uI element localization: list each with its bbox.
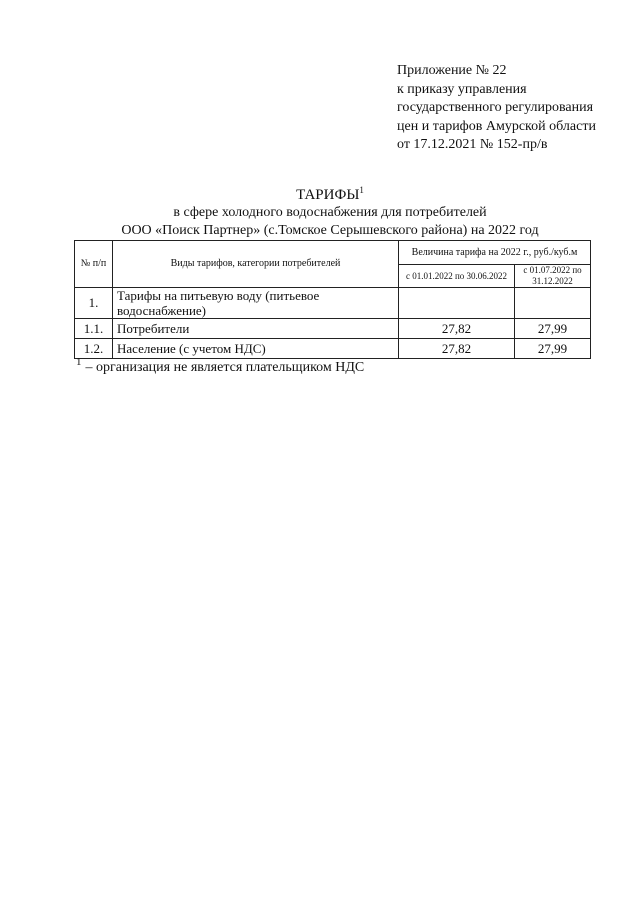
row-value-period-2	[515, 288, 591, 319]
header-period-2: с 01.07.2022 по 31.12.2022	[515, 265, 591, 288]
footnote-text: – организация не является плательщиком НДС	[85, 360, 365, 375]
appendix-header	[397, 62, 632, 155]
appendix-line: Приложение № 22	[397, 63, 507, 78]
tariff-table	[74, 240, 591, 359]
document-title	[60, 181, 600, 240]
row-name: Потребители	[113, 319, 399, 339]
row-value-period-1	[399, 288, 515, 319]
row-number: 1.1.	[75, 319, 113, 339]
title-main-line	[60, 181, 600, 204]
row-number: 1.2.	[75, 339, 113, 359]
row-value-period-2: 27,99	[515, 319, 591, 339]
appendix-line: к приказу управления	[397, 81, 527, 97]
footnote	[76, 356, 365, 377]
appendix-line: цен и тарифов Амурской области	[397, 118, 596, 134]
row-name: Тарифы на питьевую воду (питьевое водоснабжение)	[113, 288, 399, 319]
title-main: ТАРИФЫ	[296, 187, 360, 203]
appendix-line: государственного регулирования	[397, 100, 594, 115]
row-name: Население (с учетом НДС)	[113, 339, 399, 359]
row-value-period-1: 27,82	[399, 319, 515, 339]
header-period-1: с 01.01.2022 по 30.06.2022	[399, 265, 515, 288]
table-row	[75, 319, 591, 339]
title-subline: в сфере холодного водоснабжения для потребителей	[173, 205, 487, 220]
title-organization: ООО «Поиск Партнер» (с.Томское Серышевского района) на 2022 год	[121, 223, 539, 238]
header-category: Виды тарифов, категории потребителей	[113, 241, 399, 288]
table-header-row	[75, 241, 591, 265]
table-row	[75, 288, 591, 319]
row-value-period-2: 27,99	[515, 339, 591, 359]
row-number: 1.	[75, 288, 113, 319]
table-row	[75, 339, 591, 359]
footnote-mark: 1	[76, 356, 82, 368]
title-footnote-mark: 1	[359, 185, 364, 195]
header-tariff-value: Величина тарифа на 2022 г., руб./куб.м	[399, 241, 591, 265]
row-value-period-1: 27,82	[399, 339, 515, 359]
header-number: № п/п	[75, 241, 113, 288]
appendix-line: от 17.12.2021 № 152-пр/в	[397, 137, 548, 152]
